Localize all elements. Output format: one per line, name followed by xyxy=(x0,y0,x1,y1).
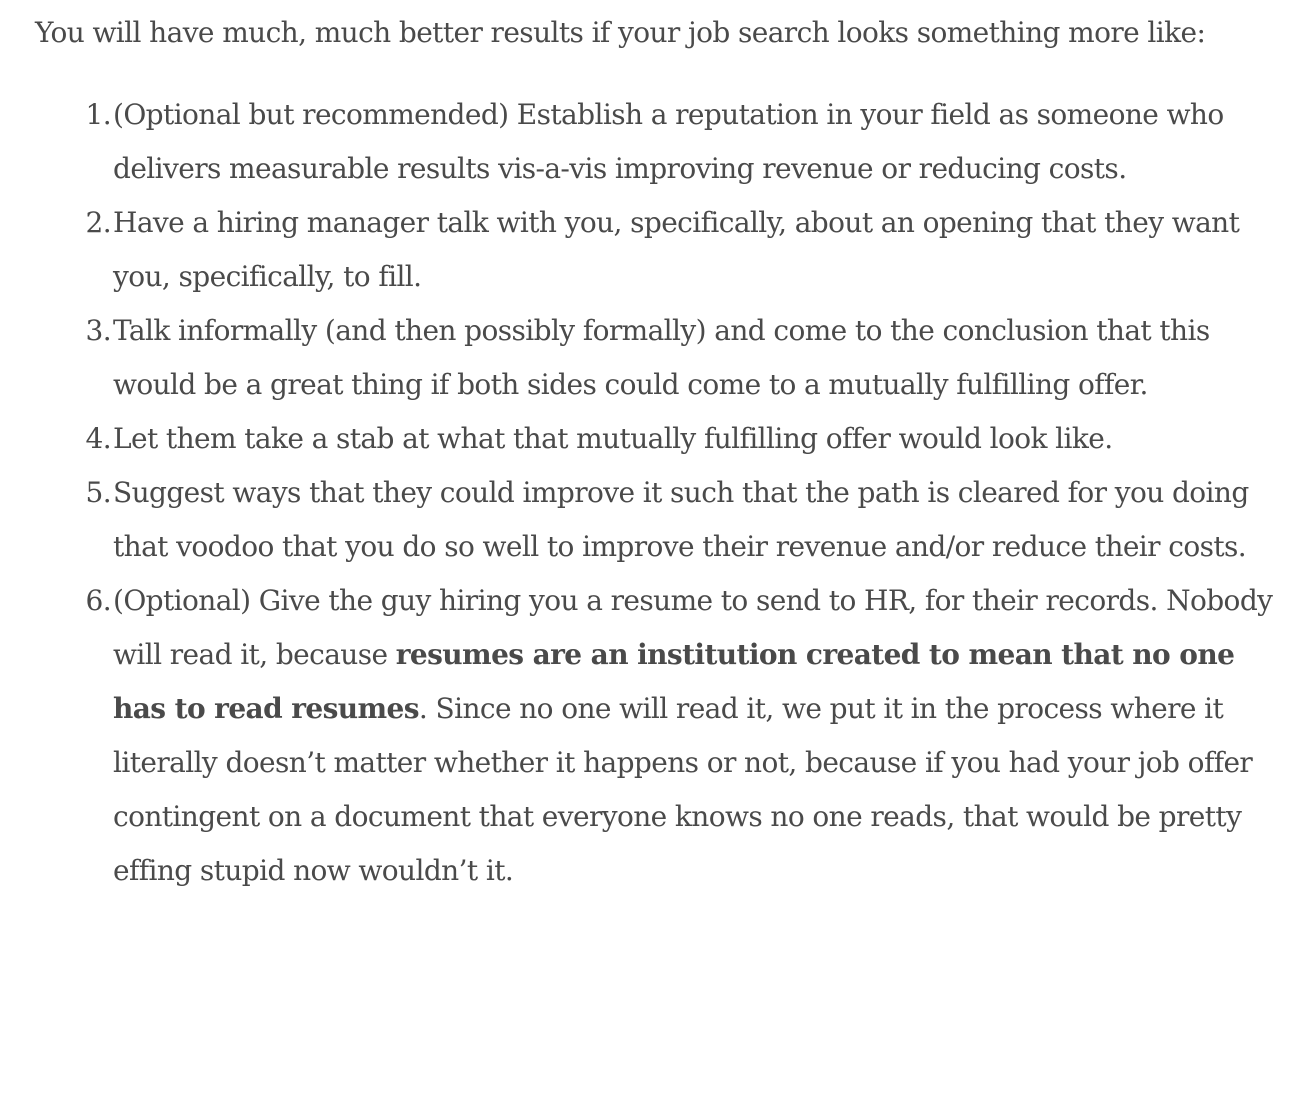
list-item-bold-text: resumes are an institution created to mean that no one has to read resumes xyxy=(113,638,1235,725)
steps-list xyxy=(35,88,1285,898)
list-item-text: Have a hiring manager talk with you, specifically, about an opening that they want you, specifically, to fill. xyxy=(113,206,1240,293)
list-item-text-end: . Since no one will read it, we put it in the process where it literally doesn’t matter whether it happens or not, because if you had your job offer contingent on a document that everyone knows no one reads, that would be pretty effing stupid now wouldn’t it. xyxy=(113,692,1253,887)
list-item-number: 1. xyxy=(85,98,111,131)
list-item-number: 2. xyxy=(85,206,111,239)
list-item xyxy=(85,196,1285,304)
list-item-text: Talk informally (and then possibly formally) and come to the conclusion that this would be a great thing if both sides could come to a mutually fulfilling offer. xyxy=(113,314,1210,401)
list-item xyxy=(85,304,1285,412)
article-body xyxy=(35,6,1285,898)
list-item xyxy=(85,574,1285,898)
list-item-text-start: (Optional) Give the guy hiring you a resume to send to HR, for their records. Nobody will read it, because xyxy=(113,584,1273,671)
list-item xyxy=(85,412,1285,466)
list-item-text: Let them take a stab at what that mutually fulfilling offer would look like. xyxy=(113,422,1113,455)
list-item xyxy=(85,88,1285,196)
list-item-text: Suggest ways that they could improve it such that the path is cleared for you doing that voodoo that you do so well to improve their revenue and/or reduce their costs. xyxy=(113,476,1249,563)
intro-paragraph: You will have much, much better results if your job search looks something more like: xyxy=(35,16,1206,49)
list-item-number: 6. xyxy=(85,584,111,617)
list-item-number: 3. xyxy=(85,314,111,347)
list-item-text: (Optional but recommended) Establish a reputation in your field as someone who delivers measurable results vis-a-vis improving revenue or reducing costs. xyxy=(113,98,1224,185)
list-item-number: 4. xyxy=(85,422,111,455)
list-item-number: 5. xyxy=(85,476,111,509)
list-item xyxy=(85,466,1285,574)
